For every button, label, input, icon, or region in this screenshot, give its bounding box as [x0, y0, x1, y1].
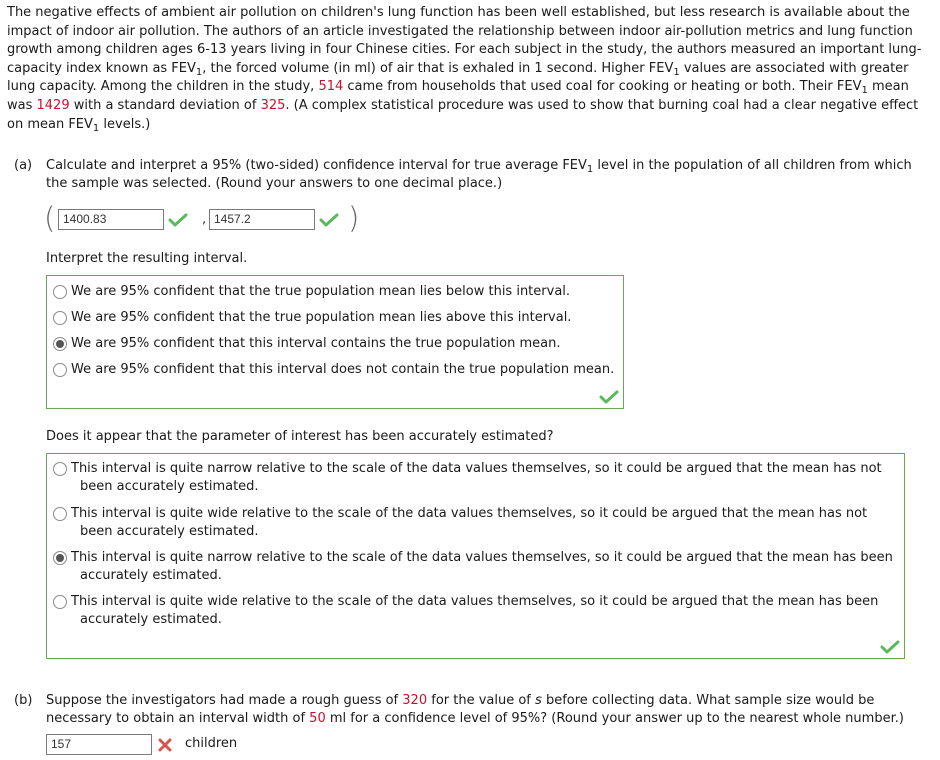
radio-button[interactable]	[53, 462, 67, 476]
part-b-question: (b) Suppose the investigators had made a rough guess of 320 for the value of s before collecting data. What sample size would be necessary to obtain an interval width of 50 ml for a confidence level of 95%? (Round your answer up to the nearest whole number.)	[14, 693, 904, 727]
radio-button[interactable]	[53, 285, 67, 299]
open-paren: (	[44, 201, 56, 235]
interpret-prompt: Interpret the resulting interval.	[46, 251, 248, 266]
correct-check-icon	[319, 213, 339, 227]
radio-button[interactable]	[53, 507, 67, 521]
ci-lower-input[interactable]: 1400.83	[58, 209, 164, 230]
problem-intro: The negative effects of ambient air pollution on children's lung function has been well established, but less research is available about the impact of indoor air pollution. The authors of an article investigated the relationship between indoor air-pollution metrics and lung function growth among children ages 6-13 years living in four Chinese cities. For each subject in the study, the authors measured an important lung-capacity index known as $FEV_1$, the forced volume (in ml) of air that is exhaled in 1 second. Higher $FEV_1$ values are associated with greater lung capacity. Among the children in the study, 514 came from households that used coal for cooking or heating or both. Their $FEV_1$ mean was 1429 with a standard deviation of 325. (A complex statistical procedure was used to show that burning coal had a clear negative effect on mean $FEV_1$ levels.)	[7, 5, 922, 134]
ci-upper-input[interactable]: 1457.2	[209, 209, 315, 230]
accuracy-option-selected[interactable]: This interval is quite narrow relative to the scale of the data values themselves, so it could be argued that the mean has been accurately estimated.	[51, 549, 898, 585]
interpret-option[interactable]: We are 95% confident that the true population mean lies above this interval.	[51, 309, 617, 327]
sample-size-input[interactable]: 157	[46, 734, 152, 755]
width-value: 50	[309, 711, 326, 727]
accuracy-option[interactable]: This interval is quite narrow relative to the scale of the data values themselves, so it could be argued that the mean has not been accurately estimated.	[51, 460, 898, 496]
interpret-option-selected[interactable]: We are 95% confident that this interval contains the true population mean.	[51, 335, 617, 353]
confidence-interval-row	[44, 203, 384, 235]
accuracy-option[interactable]: This interval is quite wide relative to the scale of the data values themselves, so it could be argued that the mean has been accurately estimated.	[51, 593, 898, 629]
interpret-options-box	[46, 275, 624, 409]
accuracy-option[interactable]: This interval is quite wide relative to the scale of the data values themselves, so it could be argued that the mean has not been accurately estimated.	[51, 505, 898, 541]
radio-button[interactable]	[53, 363, 67, 377]
radio-button[interactable]	[53, 595, 67, 609]
part-a-question: (a) Calculate and interpret a 95% (two-sided) confidence interval for true average $FEV_1$ level in the population of all children from which the sample was selected. (Round your answers to one decimal place.)	[14, 158, 912, 192]
correct-check-icon	[599, 390, 619, 404]
interpret-option[interactable]: We are 95% confident that the true population mean lies below this interval.	[51, 283, 617, 301]
households-count: 514	[318, 79, 344, 95]
radio-button-selected[interactable]	[53, 551, 67, 565]
interval-comma: ,	[202, 212, 207, 227]
accuracy-options-box	[46, 453, 905, 659]
guess-value: 320	[402, 693, 428, 708]
interpret-option[interactable]: We are 95% confident that this interval does not contain the true population mean.	[51, 361, 617, 379]
mean-value: 1429	[36, 97, 70, 113]
unit-label: children	[185, 736, 238, 751]
correct-check-icon	[168, 213, 188, 227]
accuracy-prompt: Does it appear that the parameter of interest has been accurately estimated?	[46, 429, 554, 444]
incorrect-x-icon	[158, 738, 172, 752]
close-paren: )	[348, 201, 360, 235]
sd-value: 325	[260, 97, 286, 113]
radio-button[interactable]	[53, 311, 67, 325]
correct-check-icon	[880, 640, 900, 654]
radio-button-selected[interactable]	[53, 337, 67, 351]
